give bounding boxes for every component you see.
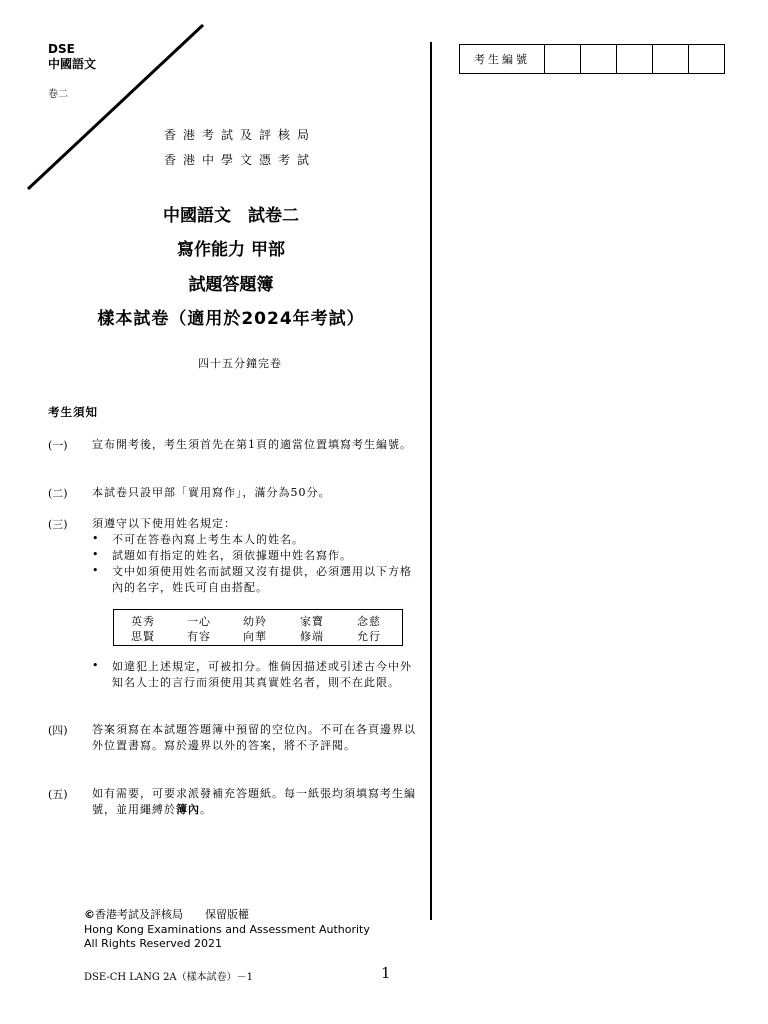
instruction-emphasis: 簿內 — [176, 803, 200, 816]
allowed-name: 思賢 — [131, 630, 155, 643]
allowed-name: 幼羚 — [243, 615, 267, 628]
instruction-text: 宣布開考後，考生須首先在第1頁的適當位置填寫考生編號。 — [92, 438, 412, 451]
paper-title: 中國語文 試卷二 — [163, 206, 299, 226]
brand-dse: DSE — [48, 42, 75, 56]
rule-bullet: 如違犯上述規定，可被扣分。惟倘因描述或引述古今中外知名人士的言行而須使用其真實姓名者，則不在此限。 — [112, 660, 412, 689]
copyright-holder: 香港考試及評核局 保留版權 — [95, 908, 249, 921]
copyright-icon: © — [84, 908, 95, 921]
bullet-mark: • — [92, 548, 99, 561]
diagonal-slash-line — [0, 0, 230, 200]
copyright-year: All Rights Reserved 2021 — [84, 937, 223, 950]
allowed-name: 家寶 — [300, 615, 324, 628]
bullet-mark: • — [92, 564, 99, 577]
instruction-text — [92, 786, 417, 818]
item-number: (二) — [48, 487, 68, 500]
rule-bullet: 試題如有指定的姓名，須依據題中姓名寫作。 — [112, 549, 352, 562]
candidate-number-cell[interactable] — [581, 45, 617, 74]
allowed-name: 允行 — [357, 630, 381, 643]
allowed-names-box — [113, 609, 403, 646]
exam-name: 香港中學文憑考試 — [163, 153, 316, 167]
instruction-text-part: 。 — [200, 803, 212, 816]
allowed-name: 修端 — [300, 630, 324, 643]
instructions-heading: 考生須知 — [48, 405, 98, 419]
item-number: (一) — [48, 439, 68, 452]
allowed-name: 一心 — [187, 615, 211, 628]
sample-paper-title: 樣本試卷（適用於2024年考試） — [97, 309, 365, 329]
item-number: (五) — [48, 788, 68, 801]
allowed-name: 有容 — [187, 630, 211, 643]
rule-bullet: 文中如須使用姓名而試題又沒有提供，必須選用以下方格內的名字，姓氏可自由搭配。 — [112, 565, 412, 594]
footer-paper-code: DSE-CH LANG 2A（樣本試卷）－1 — [84, 972, 254, 983]
rule-bullet: 不可在答卷內寫上考生本人的姓名。 — [112, 533, 304, 546]
bullet-mark: • — [92, 659, 99, 672]
brand-subject: 中國語文 — [48, 57, 97, 71]
booklet-title: 試題答題簿 — [188, 275, 274, 295]
allowed-name: 向華 — [243, 630, 267, 643]
duration-text: 四十五分鐘完卷 — [198, 357, 282, 370]
section-title: 寫作能力 甲部 — [177, 240, 285, 260]
candidate-number-cell[interactable] — [617, 45, 653, 74]
candidate-number-cell[interactable] — [653, 45, 689, 74]
instruction-text: 須遵守以下使用姓名規定： — [92, 517, 236, 530]
authority-name: 香港考試及評核局 — [163, 128, 316, 142]
instruction-text: 本試卷只設甲部「實用寫作」，滿分為50分。 — [92, 486, 331, 499]
candidate-number-cell[interactable] — [545, 45, 581, 74]
allowed-name: 英秀 — [131, 615, 155, 628]
candidate-number-box — [459, 44, 725, 74]
copyright-english: Hong Kong Examinations and Assessment Authority — [84, 923, 370, 936]
instruction-text: 答案須寫在本試題答題簿中預留的空位內。不可在各頁邊界以外位置書寫。寫於邊界以外的答案，將不予評閱。 — [92, 723, 416, 752]
candidate-number-cell[interactable] — [689, 45, 725, 74]
candidate-number-label: 考生編號 — [460, 45, 545, 74]
item-number: (四) — [48, 724, 68, 737]
bullet-mark: • — [92, 532, 99, 545]
instruction-text-part: 如有需要，可要求派發補充答題紙。每一紙張均須填寫考生編號，並用繩縛於 — [92, 787, 416, 816]
paper-number: 卷二 — [48, 89, 68, 100]
item-number: (三) — [48, 518, 68, 531]
copyright-line — [84, 906, 249, 922]
page-number: 1 — [381, 964, 391, 982]
allowed-name: 念慈 — [357, 615, 381, 628]
page-divider — [430, 42, 432, 920]
